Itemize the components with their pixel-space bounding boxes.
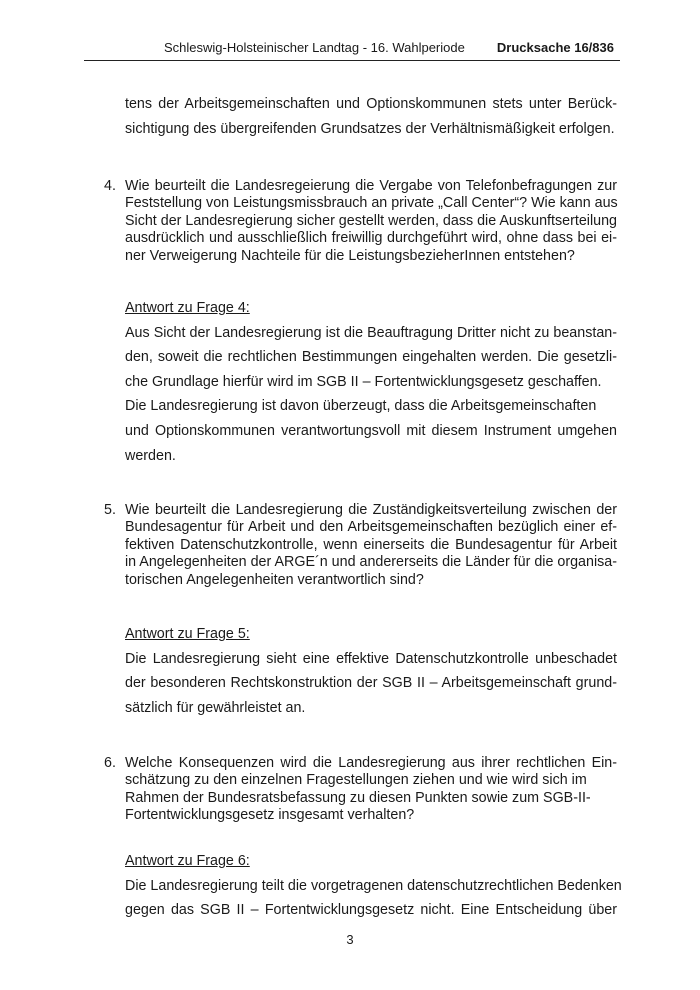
answer-line: gegen das SGB II – Fortentwicklungsgesetz nicht. Eine Entscheidung über — [125, 902, 617, 919]
question-number: 5. — [104, 502, 116, 518]
answer-line: den, soweit die rechtlichen Bestimmungen eingehalten werden. Die gesetzli- — [125, 349, 617, 366]
answer-line: Die Landesregierung teilt die vorgetragenen datenschutzrechtlichen Bedenken — [125, 877, 622, 894]
answer-line: werden. — [125, 447, 176, 464]
question-line: Fortentwicklungsgesetz insgesamt verhalten? — [125, 807, 415, 824]
answer-heading: Antwort zu Frage 6: — [125, 853, 250, 869]
question-line: Wie beurteilt die Landesregierung die Zuständigkeitsverteilung zwischen der — [125, 502, 617, 518]
question-line: ausdrücklich und ausschließlich freiwillig durchgeführt wird, ohne dass bei ei- — [125, 230, 617, 247]
question-line: Wie beurteilt die Landesregeierung die Vergabe von Telefonbefragungen zur — [125, 178, 617, 194]
header-title: Schleswig-Holsteinischer Landtag - 16. Wahlperiode — [164, 40, 465, 55]
question-6 — [104, 755, 617, 825]
question-4 — [104, 178, 618, 265]
paragraph-line: tens der Arbeitsgemeinschaften und Optionskommunen stets unter Berück- — [125, 96, 617, 112]
header-doc-number: Drucksache 16/836 — [496, 40, 614, 55]
answer-line: Die Landesregierung ist davon überzeugt, dass die Arbeitsgemeinschaften — [125, 398, 597, 415]
question-line: Bundesagentur für Arbeit und den Arbeitsgemeinschaften bezüglich einer ef- — [125, 519, 617, 536]
page-number: 3 — [346, 932, 354, 947]
page-header — [84, 38, 620, 61]
question-line: schätzung zu den einzelnen Fragestellungen ziehen und wie wird sich im — [125, 772, 587, 789]
answer-line: Aus Sicht der Landesregierung ist die Beauftragung Dritter nicht zu beanstan- — [125, 324, 617, 341]
answer-heading: Antwort zu Frage 4: — [125, 300, 250, 316]
question-number: 4. — [104, 178, 116, 194]
question-number: 6. — [104, 755, 116, 771]
question-line: Rahmen der Bundesratsbefassung zu diesen Punkten sowie zum SGB-II- — [125, 789, 591, 806]
answer-heading: Antwort zu Frage 5: — [125, 626, 250, 642]
answer-4 — [125, 296, 617, 468]
answer-line: Die Landesregierung sieht eine effektive Datenschutzkontrolle unbeschadet — [125, 650, 617, 667]
question-line: Welche Konsequenzen wird die Landesregierung aus ihrer rechtlichen Ein- — [125, 755, 617, 771]
answer-6 — [125, 849, 622, 923]
question-line: torischen Angelegenheiten verantwortlich sind? — [125, 571, 424, 588]
question-line: Sicht der Landesregierung sicher gestellt werden, dass die Auskunftserteilung — [125, 212, 617, 229]
question-line: fektiven Datenschutzkontrolle, wenn einerseits die Bundesagentur für Arbeit — [125, 536, 617, 553]
paragraph-line: sichtigung des übergreifenden Grundsatzes der Verhältnismäßigkeit erfolgen. — [125, 120, 615, 137]
answer-5 — [125, 622, 617, 720]
answer-line: der besonderen Rechtskonstruktion der SGB II – Arbeitsgemeinschaft grund- — [125, 675, 617, 692]
intro-paragraph — [125, 92, 617, 141]
question-line: Feststellung von Leistungsmissbrauch an private „Call Center“? Wie kann aus — [125, 195, 618, 212]
answer-line: che Grundlage hierfür wird im SGB II – Fortentwicklungsgesetz geschaffen. — [125, 373, 602, 390]
question-5 — [104, 502, 617, 589]
answer-line: sätzlich für gewährleistet an. — [125, 699, 306, 716]
question-line: ner Verweigerung Nachteile für die LeistungsbezieherInnen entstehen? — [125, 247, 575, 264]
question-line: in Angelegenheiten der ARGE´n und andererseits die Länder für die organisa- — [125, 554, 617, 571]
answer-line: und Optionskommunen verantwortungsvoll mit diesem Instrument umgehen — [125, 422, 617, 439]
